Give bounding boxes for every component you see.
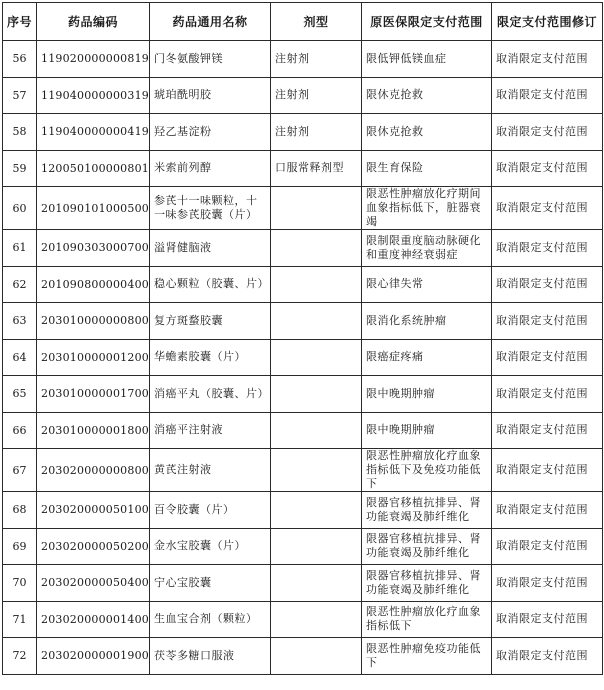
drug-name-cell: 黄芪注射液 <box>150 449 271 492</box>
original-payment-scope-cell: 限制限重度脑动脉硬化和重度神经衰弱症 <box>362 230 492 267</box>
revised-payment-scope-cell: 取消限定支付范围 <box>492 601 603 638</box>
row-number-cell: 62 <box>3 266 37 303</box>
drug-name-cell: 门冬氨酸钾镁 <box>150 41 271 78</box>
original-payment-scope-cell: 限中晚期肿瘤 <box>362 412 492 449</box>
drug-code-cell: 119040000000419 <box>37 114 150 151</box>
header-no: 序号 <box>3 3 37 41</box>
dosage-form-cell: 口服常释剂型 <box>271 150 362 187</box>
drug-code-cell: 201090101000500 <box>37 187 150 230</box>
original-payment-scope-cell: 限器官移植抗排异、肾功能衰竭及肺纤维化 <box>362 528 492 565</box>
dosage-form-cell <box>271 601 362 638</box>
table-row <box>3 230 603 267</box>
drug-name-cell: 参芪十一味颗粒，十一味参芪胶囊（片） <box>150 187 271 230</box>
dosage-form-cell <box>271 230 362 267</box>
row-number-cell: 56 <box>3 41 37 78</box>
drug-code-cell: 203020000001900 <box>37 638 150 675</box>
original-payment-scope-cell: 限恶性肿瘤放化疗期间血象指标低下，脏器衰竭 <box>362 187 492 230</box>
dosage-form-cell <box>271 528 362 565</box>
drug-code-cell: 203020000050200 <box>37 528 150 565</box>
original-payment-scope-cell: 限心律失常 <box>362 266 492 303</box>
drug-code-cell: 203020000001400 <box>37 601 150 638</box>
original-payment-scope-cell: 限低钾低镁血症 <box>362 41 492 78</box>
drug-name-cell: 消癌平注射液 <box>150 412 271 449</box>
drug-name-cell: 茯苓多糖口服液 <box>150 638 271 675</box>
dosage-form-cell <box>271 565 362 602</box>
revised-payment-scope-cell: 取消限定支付范围 <box>492 41 603 78</box>
table-row <box>3 41 603 78</box>
original-payment-scope-cell: 限休克抢救 <box>362 114 492 151</box>
table-row <box>3 303 603 340</box>
row-number-cell: 58 <box>3 114 37 151</box>
table-row <box>3 412 603 449</box>
drug-code-cell: 203010000001200 <box>37 339 150 376</box>
row-number-cell: 57 <box>3 77 37 114</box>
drug-name-cell: 消癌平丸（胶囊、片） <box>150 376 271 413</box>
dosage-form-cell: 注射剂 <box>271 41 362 78</box>
drug-code-cell: 203020000050100 <box>37 492 150 529</box>
revised-payment-scope-cell: 取消限定支付范围 <box>492 339 603 376</box>
revised-payment-scope-cell: 取消限定支付范围 <box>492 565 603 602</box>
drug-name-cell: 米索前列醇 <box>150 150 271 187</box>
table-row <box>3 528 603 565</box>
header-form: 剂型 <box>271 3 362 41</box>
original-payment-scope-cell: 限癌症疼痛 <box>362 339 492 376</box>
row-number-cell: 65 <box>3 376 37 413</box>
row-number-cell: 61 <box>3 230 37 267</box>
header-scope: 原医保限定支付范围 <box>362 3 492 41</box>
dosage-form-cell <box>271 449 362 492</box>
original-payment-scope-cell: 限休克抢救 <box>362 77 492 114</box>
dosage-form-cell <box>271 638 362 675</box>
drug-code-cell: 119040000000319 <box>37 77 150 114</box>
drug-code-cell: 203020000000800 <box>37 449 150 492</box>
dosage-form-cell <box>271 492 362 529</box>
table-row <box>3 339 603 376</box>
table-header-row <box>3 3 603 41</box>
drug-name-cell: 宁心宝胶囊 <box>150 565 271 602</box>
drug-name-cell: 华蟾素胶囊（片） <box>150 339 271 376</box>
table-row <box>3 77 603 114</box>
drug-name-cell: 稳心颗粒（胶囊、片） <box>150 266 271 303</box>
drug-code-cell: 203020000050400 <box>37 565 150 602</box>
drug-code-cell: 201090303000700 <box>37 230 150 267</box>
original-payment-scope-cell: 限恶性肿瘤放化疗血象指标低下 <box>362 601 492 638</box>
dosage-form-cell <box>271 339 362 376</box>
dosage-form-cell: 注射剂 <box>271 77 362 114</box>
table-row <box>3 565 603 602</box>
original-payment-scope-cell: 限消化系统肿瘤 <box>362 303 492 340</box>
revised-payment-scope-cell: 取消限定支付范围 <box>492 114 603 151</box>
drug-payment-scope-table <box>2 2 603 675</box>
dosage-form-cell <box>271 412 362 449</box>
original-payment-scope-cell: 限恶性肿瘤免疫功能低下 <box>362 638 492 675</box>
row-number-cell: 68 <box>3 492 37 529</box>
table-row <box>3 266 603 303</box>
header-name: 药品通用名称 <box>150 3 271 41</box>
row-number-cell: 70 <box>3 565 37 602</box>
row-number-cell: 66 <box>3 412 37 449</box>
revised-payment-scope-cell: 取消限定支付范围 <box>492 150 603 187</box>
drug-code-cell: 203010000000800 <box>37 303 150 340</box>
table-body <box>3 41 603 675</box>
table-row <box>3 638 603 675</box>
dosage-form-cell <box>271 187 362 230</box>
drug-name-cell: 百令胶囊（片） <box>150 492 271 529</box>
revised-payment-scope-cell: 取消限定支付范围 <box>492 528 603 565</box>
drug-code-cell: 203010000001700 <box>37 376 150 413</box>
drug-code-cell: 203010000001800 <box>37 412 150 449</box>
revised-payment-scope-cell: 取消限定支付范围 <box>492 449 603 492</box>
drug-name-cell: 复方斑蝥胶囊 <box>150 303 271 340</box>
dosage-form-cell <box>271 266 362 303</box>
header-code: 药品编码 <box>37 3 150 41</box>
row-number-cell: 72 <box>3 638 37 675</box>
table-row <box>3 150 603 187</box>
dosage-form-cell <box>271 376 362 413</box>
original-payment-scope-cell: 限恶性肿瘤放化疗血象指标低下及免疫功能低下 <box>362 449 492 492</box>
table-row <box>3 492 603 529</box>
table-row <box>3 187 603 230</box>
dosage-form-cell: 注射剂 <box>271 114 362 151</box>
revised-payment-scope-cell: 取消限定支付范围 <box>492 638 603 675</box>
drug-name-cell: 琥珀酰明胶 <box>150 77 271 114</box>
original-payment-scope-cell: 限生育保险 <box>362 150 492 187</box>
drug-code-cell: 119020000000819 <box>37 41 150 78</box>
revised-payment-scope-cell: 取消限定支付范围 <box>492 376 603 413</box>
header-revision: 限定支付范围修订 <box>492 3 603 41</box>
row-number-cell: 59 <box>3 150 37 187</box>
revised-payment-scope-cell: 取消限定支付范围 <box>492 492 603 529</box>
row-number-cell: 63 <box>3 303 37 340</box>
revised-payment-scope-cell: 取消限定支付范围 <box>492 266 603 303</box>
revised-payment-scope-cell: 取消限定支付范围 <box>492 77 603 114</box>
table-row <box>3 376 603 413</box>
original-payment-scope-cell: 限中晚期肿瘤 <box>362 376 492 413</box>
drug-code-cell: 120050100000801 <box>37 150 150 187</box>
row-number-cell: 64 <box>3 339 37 376</box>
row-number-cell: 69 <box>3 528 37 565</box>
drug-name-cell: 溢肾健脑液 <box>150 230 271 267</box>
revised-payment-scope-cell: 取消限定支付范围 <box>492 303 603 340</box>
drug-name-cell: 生血宝合剂（颗粒） <box>150 601 271 638</box>
row-number-cell: 67 <box>3 449 37 492</box>
original-payment-scope-cell: 限器官移植抗排异、肾功能衰竭及肺纤维化 <box>362 492 492 529</box>
drug-name-cell: 羟乙基淀粉 <box>150 114 271 151</box>
table-row <box>3 601 603 638</box>
revised-payment-scope-cell: 取消限定支付范围 <box>492 412 603 449</box>
row-number-cell: 60 <box>3 187 37 230</box>
table-row <box>3 114 603 151</box>
revised-payment-scope-cell: 取消限定支付范围 <box>492 230 603 267</box>
original-payment-scope-cell: 限器官移植抗排异、肾功能衰竭及肺纤维化 <box>362 565 492 602</box>
table-row <box>3 449 603 492</box>
row-number-cell: 71 <box>3 601 37 638</box>
drug-name-cell: 金水宝胶囊（片） <box>150 528 271 565</box>
revised-payment-scope-cell: 取消限定支付范围 <box>492 187 603 230</box>
dosage-form-cell <box>271 303 362 340</box>
drug-code-cell: 201090800000400 <box>37 266 150 303</box>
